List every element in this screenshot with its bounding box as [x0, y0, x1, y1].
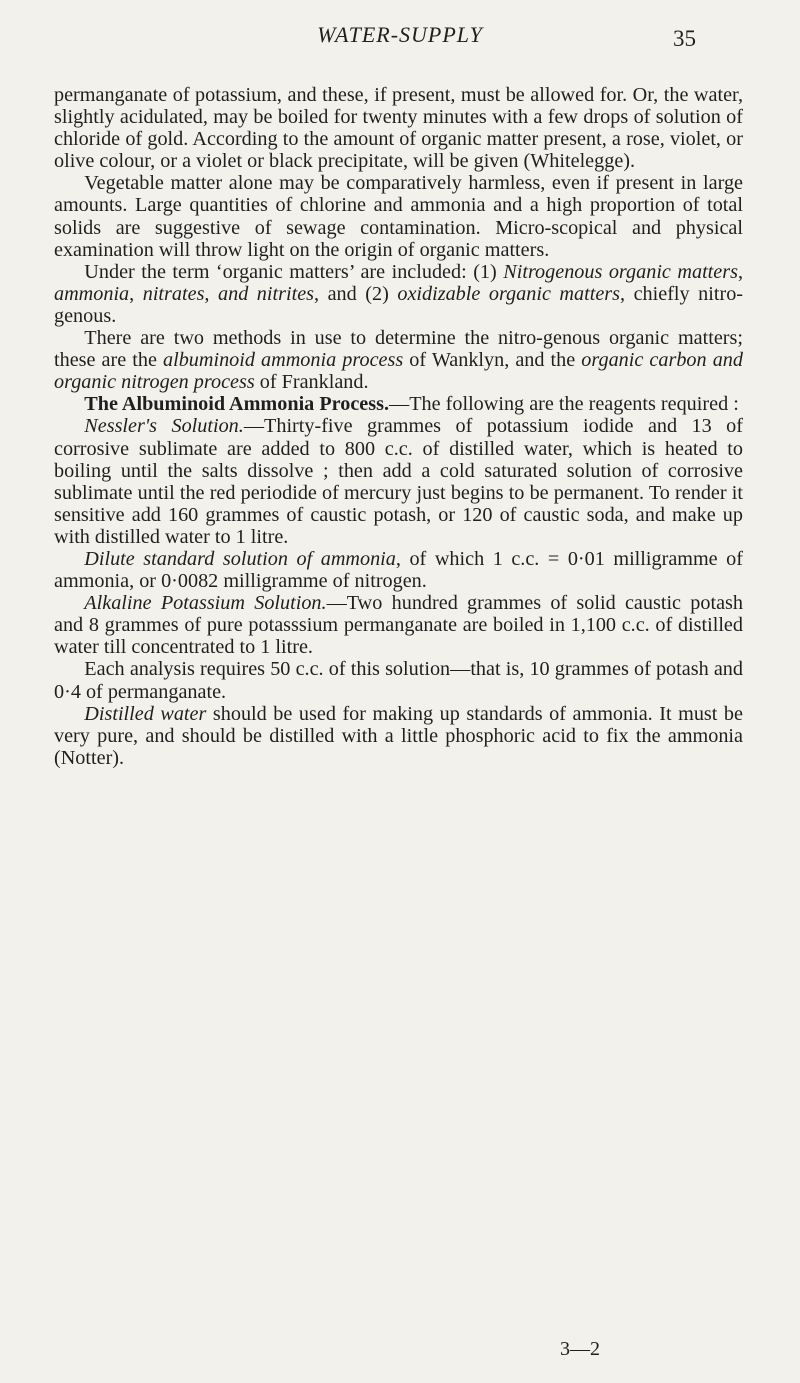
- italic-run: Distilled water: [84, 702, 207, 725]
- paragraph: [54, 172, 743, 260]
- text-run: Vegetable matter alone may be comparatively harmless, even if present in large amounts. Large quantities of chlorine and ammonia and a high proportion of total solids are suggestive of sewage contamination. Micro-scopical and physical examination will throw light on the origin of organic matters.: [54, 172, 743, 261]
- text-run: ,: [129, 282, 143, 305]
- running-title: WATER-SUPPLY: [317, 22, 483, 47]
- italic-run: albuminoid ammonia process: [163, 349, 404, 372]
- text-run: , chiefly nitro-genous.: [54, 282, 744, 327]
- text-run: —Two hundred grammes of solid caustic potash and 8 grammes of pure potasssium permanganate are boiled in 1,100 c.c. of distilled water till concentrated to 1 litre.: [54, 592, 743, 659]
- italic-run: Dilute standard solution of ammonia: [84, 547, 396, 570]
- italic-run: Nitrogenous organic matters: [503, 260, 738, 283]
- running-head: [0, 20, 800, 60]
- italic-run: and nitrites: [218, 282, 315, 305]
- text-run: There are two methods in use to determine the nitro-genous organic matters; these are the: [54, 327, 743, 372]
- paragraph: [54, 658, 743, 702]
- text-run: , and (2): [314, 282, 398, 305]
- paragraph: [54, 84, 743, 172]
- paragraph: [54, 327, 743, 393]
- text-run: of Wanklyn, and the: [403, 349, 582, 372]
- text-run: —Thirty-five grammes of potassium iodide and 13 of corrosive sublimate are added to 800 c.c. of distilled water, which is heated to boiling until the salts dissolve ; then add a cold saturated solution of corrosive sublimate until the red periodide of mercury just begins to be permanent. To render it sensitive add 160 grammes of caustic potash, or 120 of caustic soda, and make up with distilled water to 1 litre.: [54, 415, 743, 548]
- italic-run: ammonia: [54, 282, 130, 305]
- italic-run: Nessler's Solution.: [84, 415, 244, 438]
- paragraph: [54, 548, 743, 592]
- text-run: ,: [204, 282, 218, 305]
- text-run: of Frankland.: [254, 371, 369, 394]
- text-run: permanganate of potassium, and these, if present, must be allowed for. Or, the water, slightly acidulated, may be boiled for twenty minutes with a few drops of solution of chloride of gold. According to the amount of organic matter present, a rose, violet, or olive colour, or a violet or black precipitate, will be given (Whitelegge).: [54, 84, 743, 173]
- italic-run: oxidizable organic matters: [397, 282, 620, 305]
- signature-mark: 3—2: [560, 1338, 600, 1360]
- text-run: , of which 1 c.c. = 0·01 milligramme of ammonia, or 0·0082 milligramme of nitrogen.: [54, 547, 743, 593]
- text-run: Each analysis requires 50 c.c. of this solution—that is, 10 grammes of potash and 0·4 of permanganate.: [54, 658, 743, 703]
- body-text: [54, 84, 743, 769]
- text-run: should be used for making up standards of ammonia. It must be very pure, and should be distilled with a little phosphoric acid to fix the ammonia (Notter).: [54, 702, 743, 769]
- text-run: Under the term ‘organic matters’ are included: (1): [84, 260, 504, 283]
- paragraph: [54, 415, 743, 548]
- text-run: —The following are the reagents required :: [389, 393, 739, 416]
- bold-run: The Albuminoid Ammonia Process.: [84, 393, 390, 416]
- paragraph: [54, 703, 743, 769]
- paragraph: [54, 393, 743, 415]
- italic-run: nitrates: [142, 282, 205, 305]
- italic-run: organic carbon and organic nitrogen process: [54, 349, 743, 394]
- paragraph: [54, 261, 743, 327]
- italic-run: Alkaline Potassium Solution.: [84, 592, 327, 615]
- page-number: 35: [673, 26, 696, 51]
- paragraph: [54, 592, 743, 658]
- text-run: ,: [737, 260, 744, 283]
